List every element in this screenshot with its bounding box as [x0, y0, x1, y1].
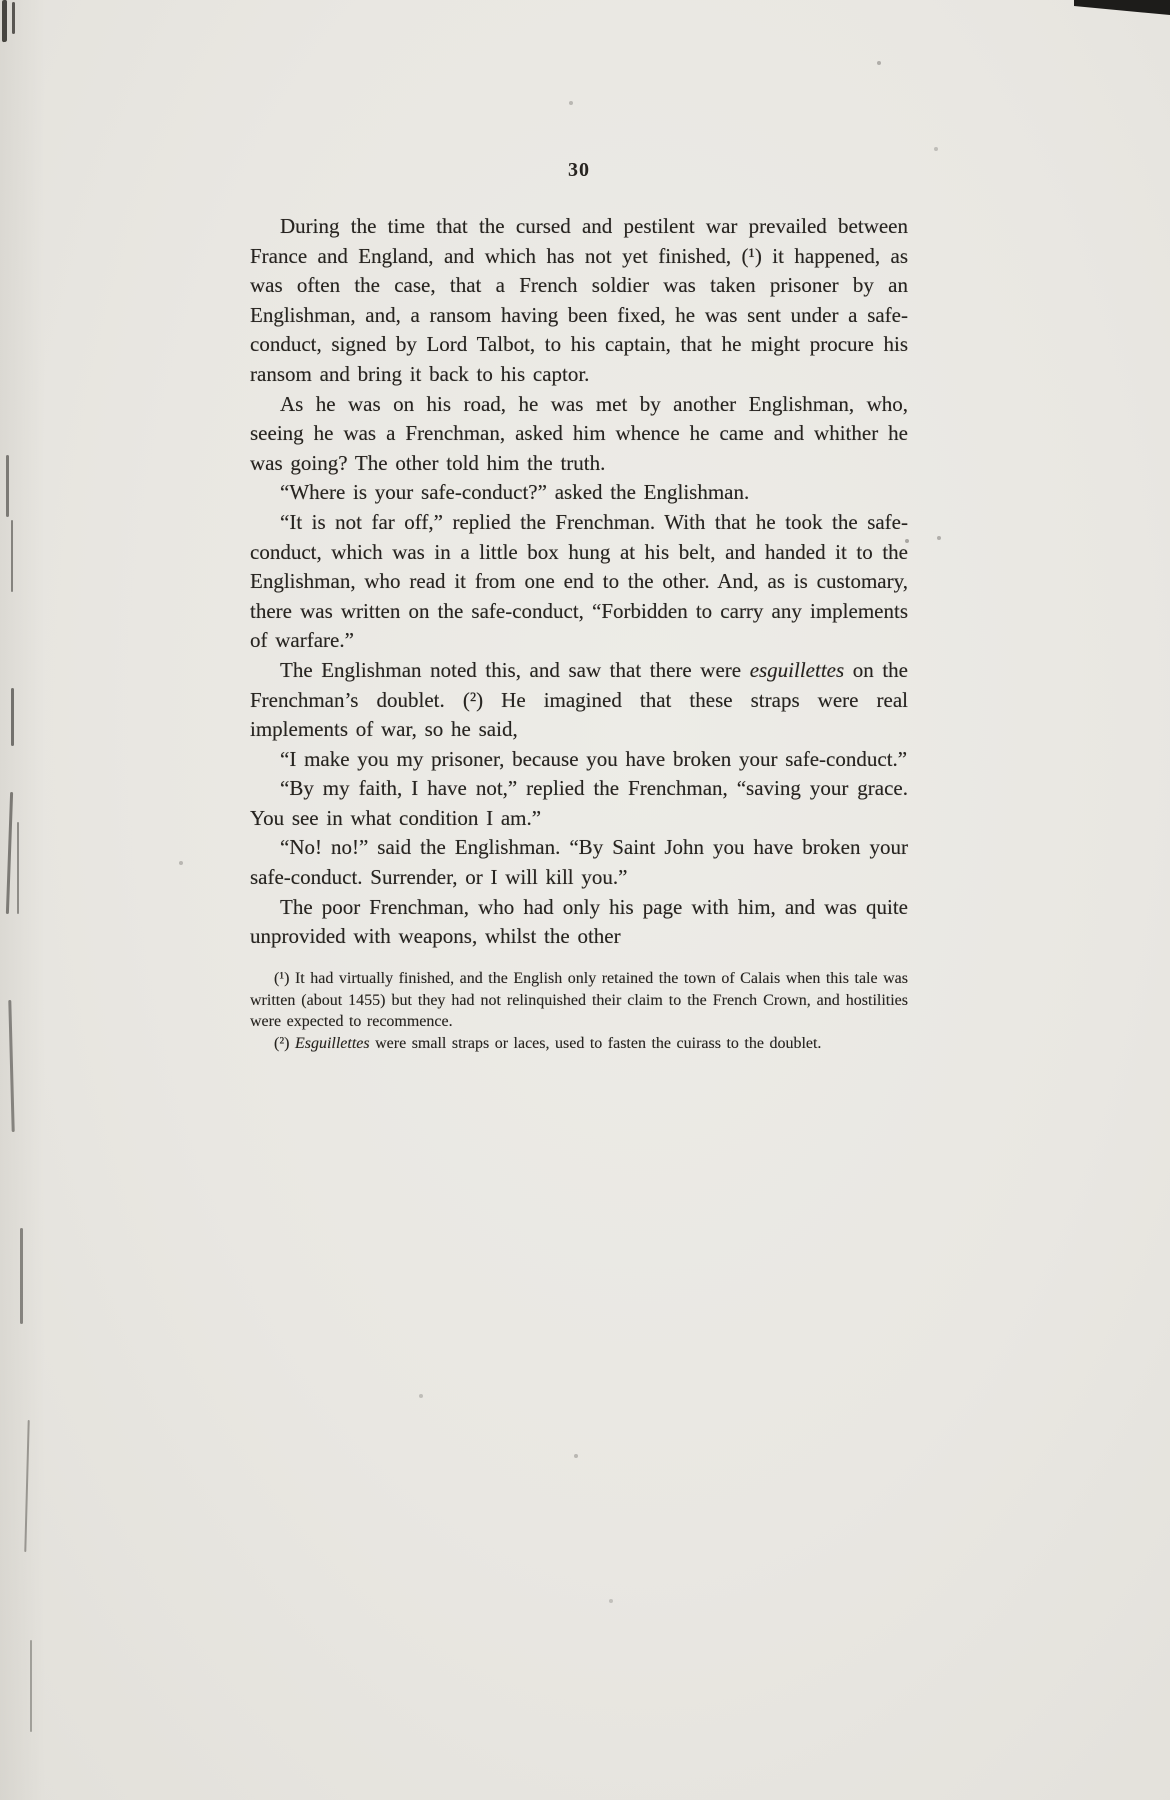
scan-artifact-binding-mark	[11, 520, 13, 592]
paragraph-9: The poor Frenchman, who had only his page with him, and was quite unprovided with weapons, whilst the other	[250, 894, 908, 949]
footnote-2-marker: (²)	[274, 1035, 295, 1053]
footnote-2-italic-term: Esguillettes	[294, 1035, 370, 1053]
scan-artifact-binding-mark	[2, 0, 7, 42]
scan-artifact-specks	[0, 0, 2, 2]
text-column	[250, 158, 908, 1055]
scan-artifact-binding-mark	[20, 1228, 23, 1324]
paragraph-2: As he was on his road, he was met by another Englishman, who, seeing he was a Frenchman, asked him whence he came and whither he was going? The other told him the truth.	[250, 391, 908, 475]
paragraph-7: “By my faith, I have not,” replied the Frenchman, “saving your grace. You see in what condition I am.”	[250, 776, 908, 830]
footnote-2-text: were small straps or laces, used to fasten the cuirass to the doublet.	[369, 1035, 822, 1053]
paragraph-1: During the time that the cursed and pestilent war prevailed between France and England, and which has not yet finished, (¹) it happened, as was often the case, that a French soldier was taken prisoner by an Englishman, and, a ransom having been fixed, he was sent under a safe-conduct, signed by Lord Talbot, to his captain, that he might procure his ransom and bring it back to his captor.	[250, 214, 908, 386]
scan-artifact-binding-mark	[6, 792, 13, 914]
paragraph-4: “It is not far off,” replied the Frenchman. With that he took the safe-conduct, which was in a little box hung at his belt, and handed it to the Englishman, who read it from one end to the other. And, as is customary, there was written on the safe-conduct, “Forbidden to carry any implements of warfare.”	[250, 509, 908, 653]
scan-artifact-binding-mark	[30, 1640, 32, 1732]
footnotes-block	[250, 968, 908, 1055]
paragraph-5	[250, 656, 908, 745]
paragraph-5-text-continued: on the Frenchman’s doublet. (²) He imagined that these straps were real implements of war, so he said,	[250, 657, 908, 742]
paragraph-6: “I make you my prisoner, because you have broken your safe-conduct.”	[280, 746, 908, 771]
scan-artifact-corner-mark	[1074, 0, 1170, 15]
paragraph-3: “Where is your safe-conduct?” asked the Englishman.	[280, 480, 750, 505]
esguillettes-italic-term: esguillettes	[749, 657, 845, 682]
scan-artifact-binding-mark	[12, 2, 15, 34]
scan-artifact-binding-mark	[8, 1000, 14, 1132]
footnote-2	[250, 1033, 908, 1055]
paragraph-8: “No! no!” said the Englishman. “By Saint John you have broken your safe-conduct. Surrender, or I will kill you.”	[250, 835, 908, 890]
page-number: 30	[568, 159, 590, 181]
scan-artifact-binding-mark	[17, 822, 19, 914]
scan-artifact-binding-mark	[6, 455, 9, 517]
scan-artifact-binding-mark	[11, 688, 14, 746]
paragraph-5-text: The Englishman noted this, and saw that there were	[280, 657, 750, 682]
scan-artifact-binding-mark	[24, 1420, 29, 1552]
footnote-1: (¹) It had virtually finished, and the English only retained the town of Calais when this tale was written (about 1455) but they had not relinquished their claim to the French Crown, and hostilities were expected to recommence.	[250, 969, 908, 1031]
